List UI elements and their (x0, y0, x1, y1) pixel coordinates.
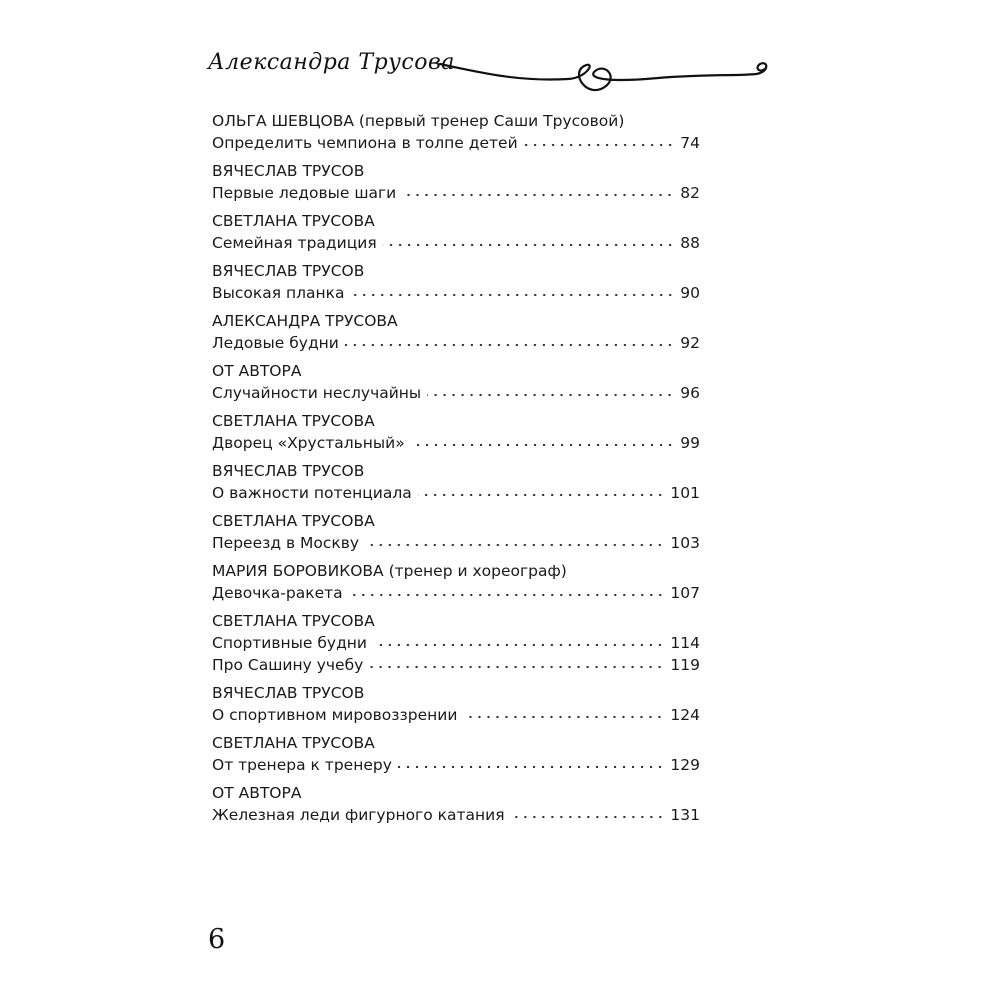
toc-section (212, 160, 700, 204)
toc-section-author: ВЯЧЕСЛАВ ТРУСОВ (212, 684, 365, 702)
toc-entry-title: От тренера к тренеру (212, 756, 392, 774)
toc-dot-leader (463, 715, 664, 719)
toc-entry-title: О спортивном мировоззрении (212, 706, 458, 724)
toc-entry (212, 182, 700, 204)
toc-section-author: ВЯЧЕСЛАВ ТРУСОВ (212, 262, 365, 280)
toc-entry-page: 131 (670, 806, 700, 824)
toc-entry-title: О важности потенциала (212, 484, 412, 502)
decorative-flourish-icon (438, 52, 778, 104)
toc-dot-leader (511, 815, 665, 819)
toc-entry-page: 107 (670, 584, 700, 602)
toc-section (212, 110, 700, 154)
toc-entry-title: Первые ледовые шаги (212, 184, 397, 202)
toc-entry-page: 119 (670, 656, 700, 674)
toc-entry-page: 74 (680, 134, 700, 152)
toc-dot-leader (351, 293, 675, 297)
toc-dot-leader (524, 143, 675, 147)
toc-dot-leader (402, 193, 674, 197)
toc-entry-title: Ледовые будни (212, 334, 339, 352)
toc-dot-leader (369, 665, 664, 669)
toc-dot-leader (365, 543, 664, 547)
running-header-title: Александра Трусова (208, 50, 455, 75)
toc-section (212, 260, 700, 304)
toc-entry (212, 654, 700, 676)
toc-entry-title: Железная леди фигурного катания (212, 806, 505, 824)
toc-section (212, 682, 700, 726)
toc-section (212, 310, 700, 354)
toc-entry-page: 101 (670, 484, 700, 502)
toc-entry-page: 88 (680, 234, 700, 252)
page-number: 6 (208, 924, 226, 955)
toc-entry-title: Высокая планка (212, 284, 345, 302)
toc-entry-title: Про Сашину учебу (212, 656, 364, 674)
toc-dot-leader (345, 343, 674, 347)
toc-entry (212, 432, 700, 454)
toc-dot-leader (383, 243, 675, 247)
toc-entry-title: Случайности неслучайны (212, 384, 422, 402)
toc-entry (212, 232, 700, 254)
toc-section-author: СВЕТЛАНА ТРУСОВА (212, 512, 375, 530)
toc-entry-page: 92 (680, 334, 700, 352)
toc-section (212, 210, 700, 254)
toc-entry-page: 103 (670, 534, 700, 552)
toc-entry-page: 114 (670, 634, 700, 652)
toc-dot-leader (373, 643, 664, 647)
toc-section-author: АЛЕКСАНДРА ТРУСОВА (212, 312, 398, 330)
toc-dot-leader (427, 393, 674, 397)
toc-section-author: ОЛЬГА ШЕВЦОВА (первый тренер Саши Трусовой) (212, 112, 625, 130)
toc-entry-title: Спортивные будни (212, 634, 368, 652)
toc-entry (212, 282, 700, 304)
toc-entry (212, 754, 700, 776)
toc-entry (212, 382, 700, 404)
toc-entry (212, 632, 700, 654)
toc-entry-title: Девочка-ракета (212, 584, 343, 602)
toc-section-author: ВЯЧЕСЛАВ ТРУСОВ (212, 462, 365, 480)
toc-section (212, 732, 700, 776)
toc-entry-title: Семейная традиция (212, 234, 377, 252)
toc-entry-title: Определить чемпиона в толпе детей (212, 134, 518, 152)
toc-section-author: ВЯЧЕСЛАВ ТРУСОВ (212, 162, 365, 180)
toc-section (212, 560, 700, 604)
toc-section-author: СВЕТЛАНА ТРУСОВА (212, 612, 375, 630)
toc-entry (212, 804, 700, 826)
table-of-contents (212, 110, 700, 832)
toc-section (212, 510, 700, 554)
toc-entry-page: 96 (680, 384, 700, 402)
toc-entry-page: 124 (670, 706, 700, 724)
toc-section-author: ОТ АВТОРА (212, 362, 302, 380)
toc-section-author: ОТ АВТОРА (212, 784, 302, 802)
toc-entry-title: Дворец «Хрустальный» (212, 434, 405, 452)
toc-section-author: СВЕТЛАНА ТРУСОВА (212, 734, 375, 752)
toc-section-author: МАРИЯ БОРОВИКОВА (тренер и хореограф) (212, 562, 567, 580)
toc-dot-leader (411, 443, 675, 447)
toc-entry (212, 332, 700, 354)
toc-entry (212, 704, 700, 726)
toc-entry (212, 582, 700, 604)
toc-entry-page: 82 (680, 184, 700, 202)
toc-section (212, 782, 700, 826)
toc-entry (212, 132, 700, 154)
toc-section-author: СВЕТЛАНА ТРУСОВА (212, 212, 375, 230)
toc-section (212, 610, 700, 676)
toc-entry (212, 532, 700, 554)
toc-entry (212, 482, 700, 504)
toc-dot-leader (398, 765, 665, 769)
toc-dot-leader (418, 493, 665, 497)
toc-section-author: СВЕТЛАНА ТРУСОВА (212, 412, 375, 430)
toc-dot-leader (349, 593, 665, 597)
toc-entry-page: 99 (680, 434, 700, 452)
toc-section (212, 460, 700, 504)
toc-section (212, 410, 700, 454)
toc-entry-page: 129 (670, 756, 700, 774)
toc-section (212, 360, 700, 404)
toc-entry-page: 90 (680, 284, 700, 302)
toc-entry-title: Переезд в Москву (212, 534, 360, 552)
